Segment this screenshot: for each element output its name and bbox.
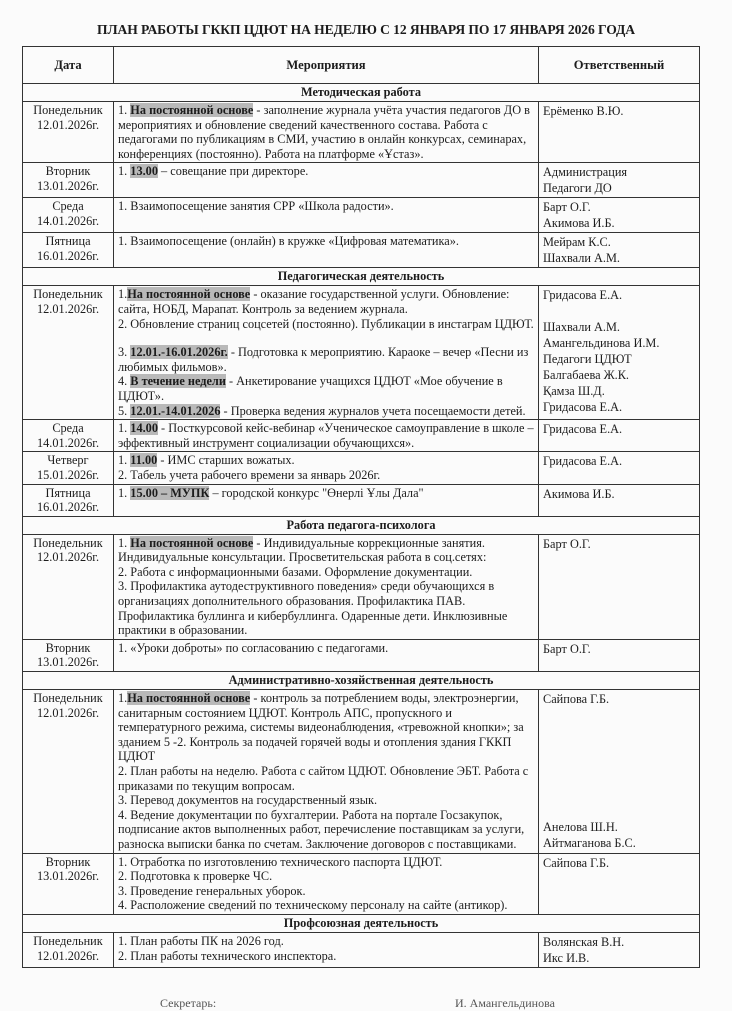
activity-item bbox=[118, 164, 534, 179]
table-row bbox=[23, 163, 700, 198]
date: 16.01.2026г. bbox=[36, 248, 100, 263]
activity-item bbox=[118, 764, 534, 793]
responsible-person: Администрация bbox=[543, 165, 628, 180]
item-text: Взаимопосещение (онлайн) в кружке «Цифровая математика». bbox=[130, 234, 459, 249]
table-row bbox=[23, 853, 700, 914]
responsible-cell bbox=[539, 639, 700, 671]
activities-cell bbox=[114, 690, 539, 854]
item-text: Взаимопосещение занятия СРР «Школа радости». bbox=[130, 199, 394, 214]
responsible-person: Шахвали А.М. bbox=[543, 320, 620, 335]
item-text: «Уроки доброты» по согласованию с педагогами. bbox=[130, 640, 389, 655]
weekday: Понедельник bbox=[33, 287, 103, 302]
activity-item bbox=[118, 421, 534, 450]
table-row bbox=[23, 102, 700, 163]
item-number: 2. bbox=[118, 764, 131, 778]
date: 12.01.2026г. bbox=[36, 705, 100, 720]
responsible-person bbox=[543, 803, 695, 819]
item-text: Расположение сведений по техническому персоналу на сайте (антикор). bbox=[130, 898, 508, 913]
section-row bbox=[23, 914, 700, 932]
section-title: Административно-хозяйственная деятельность bbox=[23, 672, 700, 690]
responsible-person: Балгабаева Ж.К. bbox=[543, 368, 629, 383]
responsible-person: Сайпова Г.Б. bbox=[543, 855, 610, 870]
responsible-cell bbox=[539, 163, 700, 198]
item-number: 2. bbox=[118, 869, 131, 884]
item-text: - Проверка ведения журналов учета посещаемости детей. bbox=[220, 403, 526, 418]
responsible-cell bbox=[539, 420, 700, 452]
weekday: Пятница bbox=[45, 485, 91, 500]
date-cell bbox=[23, 102, 114, 163]
weekday: Пятница bbox=[45, 234, 91, 249]
weekday: Вторник bbox=[45, 640, 91, 655]
section-title: Профсоюзная деятельность bbox=[23, 914, 700, 932]
table-row bbox=[23, 452, 700, 484]
item-text: – городской конкурс "Өнерлі Ұлы Дала" bbox=[209, 485, 424, 500]
date: 12.01.2026г. bbox=[36, 550, 100, 565]
item-number: 3. bbox=[118, 579, 131, 594]
responsible-person: Гридасова Е.А. bbox=[543, 288, 623, 303]
activities-cell bbox=[114, 639, 539, 671]
responsible-cell bbox=[539, 853, 700, 914]
date-cell bbox=[23, 853, 114, 914]
table-row bbox=[23, 534, 700, 639]
responsible-person: Амангельдинова И.М. bbox=[543, 336, 660, 351]
weekday: Понедельник bbox=[33, 535, 103, 550]
item-number: 1. bbox=[118, 485, 131, 500]
responsible-cell bbox=[539, 198, 700, 233]
responsible-cell bbox=[539, 484, 700, 516]
activity-item bbox=[118, 103, 534, 161]
weekday: Вторник bbox=[45, 164, 91, 179]
activities-cell bbox=[114, 233, 539, 268]
responsible-cell bbox=[539, 452, 700, 484]
activity-item bbox=[118, 374, 534, 403]
date-cell bbox=[23, 286, 114, 420]
responsible-person: Гридасова Е.А. bbox=[543, 454, 623, 469]
responsible-person: Педагоги ДО bbox=[543, 181, 612, 196]
date: 13.01.2026г. bbox=[36, 869, 100, 884]
item-text: Ведение документации по бухгалтерии. Работа на портале Госзакупок, подписание актов выполненных работ, перечисление поставщикам за услуги, разноска выписки банка по счетам. Заключение договоров с поставщиками. bbox=[118, 807, 525, 851]
activity-item bbox=[118, 855, 534, 870]
item-number: 1. bbox=[118, 854, 131, 869]
activities-cell bbox=[114, 484, 539, 516]
responsible-person: Педагоги ЦДЮТ bbox=[543, 352, 632, 367]
activity-item bbox=[118, 898, 534, 913]
date-cell bbox=[23, 534, 114, 639]
responsible-cell bbox=[539, 102, 700, 163]
header-activities: Мероприятия bbox=[114, 47, 539, 84]
responsible-person bbox=[543, 739, 695, 755]
responsible-person: Сайпова Г.Б. bbox=[543, 692, 610, 707]
responsible-person: Анелова Ш.Н. bbox=[543, 820, 618, 835]
responsible-person: Акимова И.Б. bbox=[543, 486, 615, 501]
activity-item bbox=[118, 579, 534, 637]
activity-item bbox=[118, 949, 534, 964]
activities-cell bbox=[114, 286, 539, 420]
item-number: 5. bbox=[118, 403, 131, 418]
section-row bbox=[23, 268, 700, 286]
date-cell bbox=[23, 198, 114, 233]
item-text: - Анкетирование учащихся ЦДЮТ «Мое обучение в ЦДЮТ». bbox=[118, 374, 503, 403]
item-text: - Подготовка к мероприятию. Караоке – вечер «Песни из любимых фильмов». bbox=[118, 345, 529, 374]
highlighted-term: 15.00 – МУПК bbox=[130, 485, 210, 500]
table-row bbox=[23, 932, 700, 967]
responsible-person: Барт О.Г. bbox=[543, 641, 591, 656]
weekday: Среда bbox=[52, 199, 84, 214]
item-text: - Индивидуальные коррекционные занятия. Индивидуальные консультации. Просветительская работа в соц.сетях: bbox=[118, 535, 487, 565]
section-row bbox=[23, 516, 700, 534]
responsible-cell bbox=[539, 286, 700, 420]
footer-secretary-label: Секретарь: bbox=[160, 996, 217, 1010]
activities-cell bbox=[114, 853, 539, 914]
date-cell bbox=[23, 484, 114, 516]
item-number: 4. bbox=[118, 807, 131, 822]
item-text: Работа с информационными базами. Оформление документации. bbox=[130, 564, 473, 579]
item-number: 2. bbox=[118, 316, 131, 331]
item-text: Перевод документов на государственный язык. bbox=[130, 793, 378, 808]
date-cell bbox=[23, 452, 114, 484]
activity-item bbox=[118, 691, 534, 764]
date: 13.01.2026г. bbox=[36, 655, 100, 670]
responsible-cell bbox=[539, 690, 700, 854]
section-title: Методическая работа bbox=[23, 84, 700, 102]
item-number: 1. bbox=[118, 453, 131, 468]
activity-item bbox=[118, 453, 534, 468]
date: 14.01.2026г. bbox=[36, 213, 100, 228]
responsible-person: Икс И.В. bbox=[543, 950, 590, 965]
date: 16.01.2026г. bbox=[36, 500, 100, 515]
responsible-cell bbox=[539, 534, 700, 639]
activities-cell bbox=[114, 420, 539, 452]
highlighted-term: 14.00 bbox=[130, 421, 158, 436]
item-number: 2. bbox=[118, 564, 131, 579]
item-text: - Посткурсовой кейс-вебинар «Ученическое самоуправление в школе – эффективный инструмент социализации обучающихся». bbox=[118, 421, 534, 450]
section-title: Работа педагога-психолога bbox=[23, 516, 700, 534]
highlighted-term: 13.00 bbox=[130, 164, 158, 179]
responsible-person: Волянская В.Н. bbox=[543, 934, 625, 949]
item-number: 3. bbox=[118, 883, 131, 898]
date-cell bbox=[23, 932, 114, 967]
weekday: Вторник bbox=[45, 854, 91, 869]
table-row bbox=[23, 690, 700, 854]
item-number: 4. bbox=[118, 898, 131, 913]
date-cell bbox=[23, 163, 114, 198]
highlighted-term: 12.01.-16.01.2026г. bbox=[130, 345, 228, 360]
item-text: - оказание государственной услуги. Обновление: сайта, НОБД, Марапат. Контроль за ведением журнала. bbox=[118, 287, 510, 316]
item-text: План работы на неделю. Работа с сайтом ЦДЮТ. Обновление ЭБТ. Работа с приказами по текущим вопросам. bbox=[118, 764, 529, 793]
responsible-person: Барт О.Г. bbox=[543, 200, 591, 215]
item-text: - ИМС старших вожатых. bbox=[157, 453, 295, 468]
date: 12.01.2026г. bbox=[36, 948, 100, 963]
highlighted-term: В течение недели bbox=[130, 374, 226, 389]
activities-cell bbox=[114, 452, 539, 484]
responsible-person: Мейрам К.С. bbox=[543, 235, 611, 250]
item-number: 1. bbox=[118, 103, 131, 117]
highlighted-term: 12.01.-14.01.2026 bbox=[130, 403, 221, 418]
item-number: 4. bbox=[118, 374, 131, 389]
date-cell bbox=[23, 233, 114, 268]
date-cell bbox=[23, 639, 114, 671]
item-text: Отработка по изготовлению технического паспорта ЦДЮТ. bbox=[130, 854, 443, 869]
weekday: Понедельник bbox=[33, 933, 103, 948]
activities-cell bbox=[114, 102, 539, 163]
activity-item bbox=[118, 884, 534, 899]
item-text: План работы технического инспектора. bbox=[130, 948, 337, 963]
table-row bbox=[23, 639, 700, 671]
highlighted-term: На постоянной основе bbox=[130, 103, 254, 117]
activities-cell bbox=[114, 534, 539, 639]
item-number: 1. bbox=[118, 691, 128, 706]
activity-item bbox=[118, 536, 534, 565]
item-number: 1. bbox=[118, 640, 131, 655]
activity-item bbox=[118, 486, 534, 501]
responsible-cell bbox=[539, 932, 700, 967]
highlighted-term: 11.00 bbox=[130, 453, 158, 468]
responsible-person: Қамза Ш.Д. bbox=[543, 384, 605, 399]
responsible-cell bbox=[539, 233, 700, 268]
section-row bbox=[23, 84, 700, 102]
activity-item bbox=[118, 641, 534, 656]
item-number: 1. bbox=[118, 287, 128, 302]
activity-item bbox=[118, 468, 534, 483]
activity-item bbox=[118, 345, 534, 374]
section-title: Педагогическая деятельность bbox=[23, 268, 700, 286]
activity-item bbox=[118, 234, 534, 249]
spacer bbox=[118, 331, 534, 345]
activity-item bbox=[118, 808, 534, 852]
table-row bbox=[23, 286, 700, 420]
item-text: Табель учета рабочего времени за январь 2026г. bbox=[130, 467, 381, 482]
activity-item bbox=[118, 317, 534, 332]
item-number: 1. bbox=[118, 234, 131, 249]
date: 12.01.2026г. bbox=[36, 301, 100, 316]
date: 14.01.2026г. bbox=[36, 435, 100, 450]
date: 15.01.2026г. bbox=[36, 467, 100, 482]
activity-item bbox=[118, 793, 534, 808]
responsible-person: Гридасова Е.А. bbox=[543, 422, 623, 437]
highlighted-term: На постоянной основе bbox=[127, 287, 251, 302]
item-text: – совещание при директоре. bbox=[157, 164, 309, 179]
item-number: 2. bbox=[118, 948, 131, 963]
responsible-person: Ерёменко В.Ю. bbox=[543, 104, 624, 118]
responsible-person: Айтмаганова Б.С. bbox=[543, 836, 636, 851]
activity-item bbox=[118, 199, 534, 214]
item-text: Проведение генеральных уборок. bbox=[130, 883, 306, 898]
table-header-row bbox=[23, 47, 700, 84]
activity-item bbox=[118, 404, 534, 419]
responsible-person: Шахвали А.М. bbox=[543, 251, 620, 266]
date: 12.01.2026г. bbox=[36, 117, 100, 132]
activities-cell bbox=[114, 163, 539, 198]
work-plan-table bbox=[22, 46, 700, 968]
responsible-person bbox=[543, 303, 695, 319]
weekday: Понедельник bbox=[33, 691, 103, 706]
table-row bbox=[23, 484, 700, 516]
activity-item bbox=[118, 869, 534, 884]
highlighted-term: На постоянной основе bbox=[127, 691, 251, 706]
header-responsible: Ответственный bbox=[539, 47, 700, 84]
activities-cell bbox=[114, 198, 539, 233]
date: 13.01.2026г. bbox=[36, 178, 100, 193]
date-cell bbox=[23, 420, 114, 452]
responsible-person bbox=[543, 755, 695, 771]
responsible-person bbox=[543, 723, 695, 739]
activity-item bbox=[118, 565, 534, 580]
highlighted-term: На постоянной основе bbox=[130, 535, 254, 550]
item-text: Подготовка к проверке ЧС. bbox=[130, 869, 273, 884]
weekday: Четверг bbox=[47, 453, 89, 468]
table-row bbox=[23, 420, 700, 452]
item-text: План работы ПК на 2026 год. bbox=[130, 933, 284, 948]
section-row bbox=[23, 672, 700, 690]
item-number: 1. bbox=[118, 421, 131, 436]
table-body bbox=[23, 84, 700, 968]
responsible-person bbox=[543, 707, 695, 723]
item-number: 1. bbox=[118, 535, 131, 550]
table-row bbox=[23, 233, 700, 268]
footer-secretary-name: И. Амангельдинова bbox=[455, 996, 555, 1010]
item-number: 3. bbox=[118, 345, 131, 360]
responsible-person: Барт О.Г. bbox=[543, 536, 591, 551]
activities-cell bbox=[114, 932, 539, 967]
item-text: - контроль за потреблением воды, электроэнергии, санитарным состоянием ЦДЮТ. Контроль АПС, пропускного и температурного режима, системы видеонаблюдения, «тревожной кнопки»; за зданием 5 -2. Контроль за подачей горячей воды и отопления здания ГККП ЦДЮТ bbox=[118, 691, 524, 764]
responsible-person: Акимова И.Б. bbox=[543, 216, 615, 231]
responsible-person bbox=[543, 771, 695, 787]
item-number: 1. bbox=[118, 933, 131, 948]
responsible-person: Гридасова Е.А. bbox=[543, 400, 623, 415]
activity-item bbox=[118, 934, 534, 949]
activity-item bbox=[118, 287, 534, 316]
weekday: Среда bbox=[52, 421, 84, 436]
weekday: Понедельник bbox=[33, 103, 103, 117]
header-date: Дата bbox=[23, 47, 114, 84]
item-number: 2. bbox=[118, 467, 131, 482]
table-row bbox=[23, 198, 700, 233]
item-number: 1. bbox=[118, 199, 131, 214]
item-text: Обновление страниц соцсетей (постоянно). Публикации в инстаграм ЦДЮТ. bbox=[130, 316, 534, 331]
date-cell bbox=[23, 690, 114, 854]
item-text: Профилактика аутодеструктивного поведения» среди обучающихся в организациях дополнительного образования. Профилактика ПАВ. Профилактика буллинга и кибербуллинга. Одаренные дети. Инклюзивные практики в образовании. bbox=[118, 579, 508, 638]
item-text: - заполнение журнала учёта участия педагогов ДО в мероприятиях и обновление сведений качественного состава. Работа с педагогами по публикациям в СМИ, участию в онлайн конкурсах, семинарах, конференциях (постоянно). Работа на платформе «Ұстаз». bbox=[118, 103, 530, 161]
item-number: 1. bbox=[118, 164, 131, 179]
item-number: 3. bbox=[118, 793, 131, 808]
page-title: ПЛАН РАБОТЫ ГККП ЦДЮТ НА НЕДЕЛЮ С 12 ЯНВАРЯ ПО 17 ЯНВАРЯ 2026 ГОДА bbox=[97, 22, 635, 37]
responsible-person bbox=[543, 787, 695, 803]
